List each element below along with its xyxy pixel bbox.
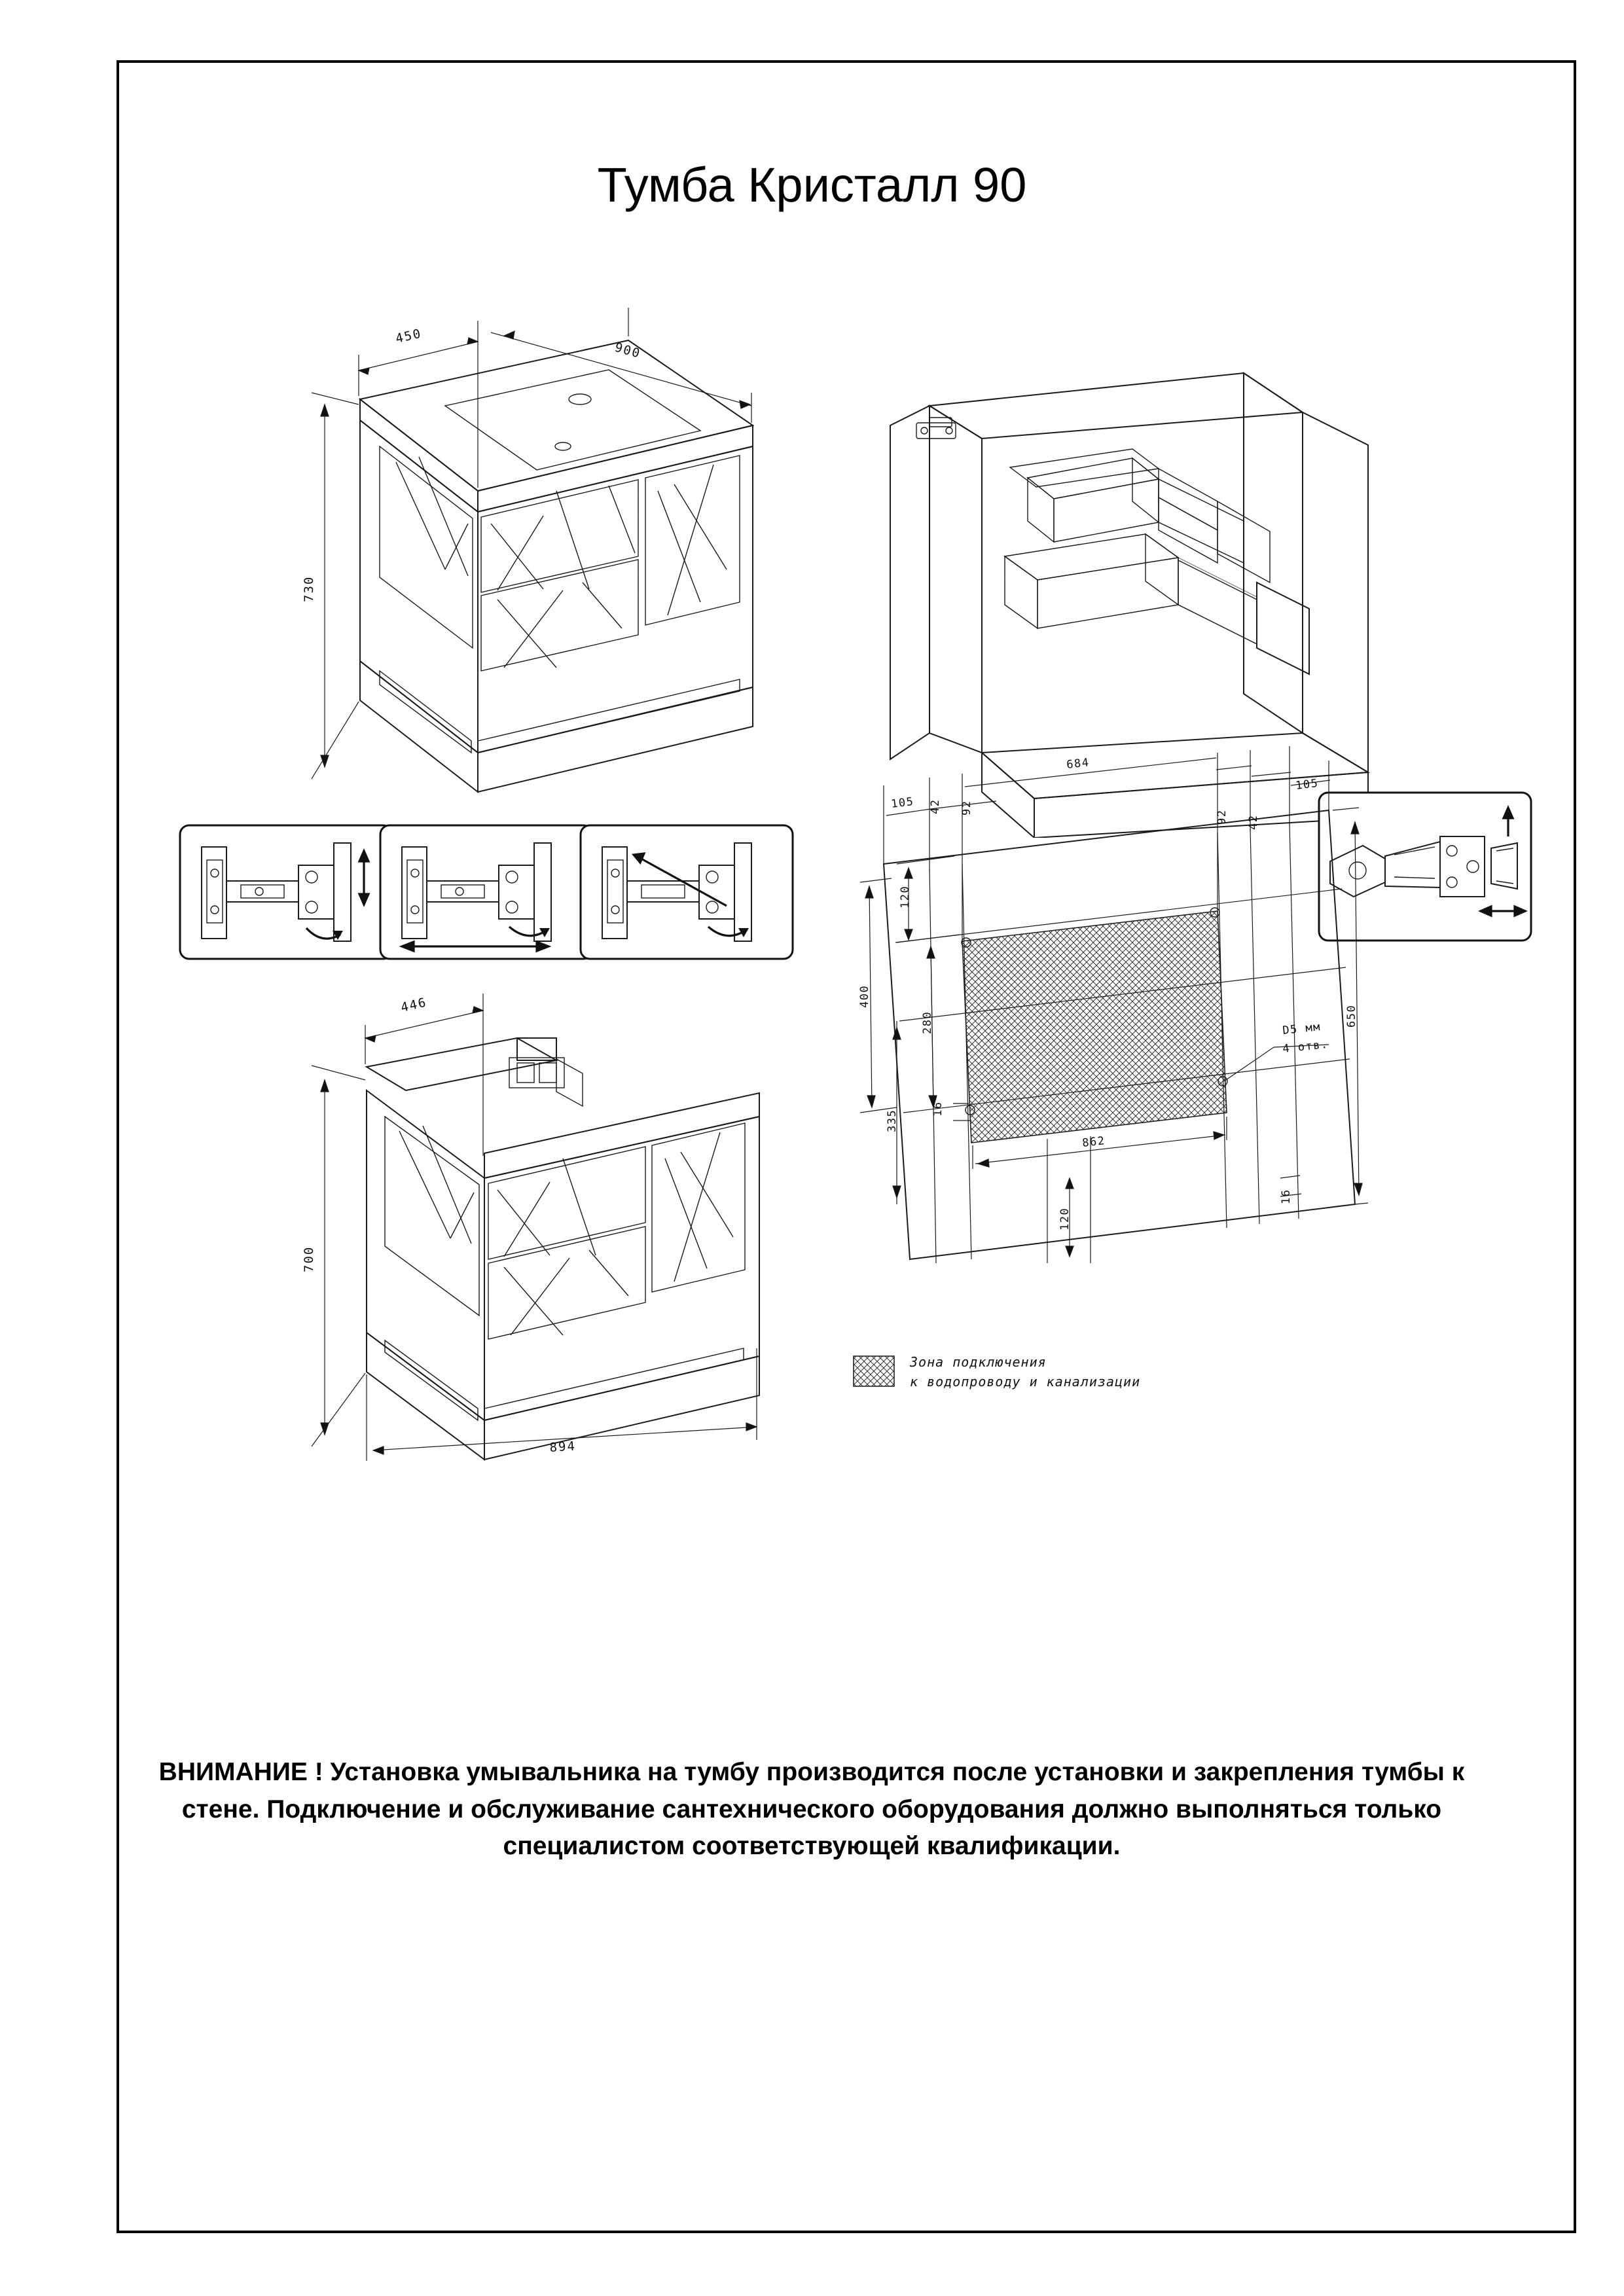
dim-width-894: 894: [549, 1439, 577, 1455]
dim-16-right: 16: [1280, 1189, 1293, 1204]
dim-42-right: 42: [1247, 814, 1260, 830]
view-wall-plan: [831, 746, 1375, 1414]
dim-105-right: 105: [1295, 776, 1320, 793]
dim-height-730: 730: [302, 575, 316, 602]
view-front-isometric: [281, 295, 871, 818]
dim-42-left: 42: [929, 798, 942, 814]
dim-335: 335: [886, 1109, 899, 1132]
page-title: Тумба Кристалл 90: [597, 158, 1027, 212]
hinge-step-1: [178, 823, 394, 961]
dim-92-right: 92: [1216, 809, 1229, 825]
legend-connection-zone: [851, 1342, 1257, 1401]
legend-line-2: к водопроводу и канализации: [910, 1374, 1141, 1390]
hinge-step-2: [378, 823, 594, 961]
hole-note-line1: D5 мм: [1282, 1020, 1322, 1037]
hinge-step-3: [579, 823, 795, 961]
dim-862: 862: [1081, 1134, 1106, 1150]
hole-note-line2: 4 отв.: [1282, 1037, 1329, 1056]
dim-120-bottom: 120: [1058, 1207, 1072, 1230]
dim-120-left: 120: [899, 885, 912, 908]
dim-105-left: 105: [890, 795, 915, 811]
warning-text: ВНИМАНИЕ ! Установка умывальника на тумбу производится после установки и закрепления тумбы к стене. Подключение и обслуживание сантехнического оборудования должно выполняться только специалистом соответствующей квалификации.: [158, 1758, 1465, 1861]
dim-400: 400: [858, 984, 871, 1008]
dim-280: 280: [921, 1011, 934, 1034]
view-cabinet-isometric: [275, 982, 864, 1466]
dim-width-900: 900: [613, 340, 643, 361]
legend-line-1: Зона подключения: [910, 1354, 1047, 1370]
dim-depth-450: 450: [394, 326, 424, 346]
dim-height-700: 700: [302, 1246, 316, 1272]
dim-650: 650: [1345, 1004, 1358, 1028]
dim-92-left: 92: [960, 800, 973, 816]
dim-684: 684: [1066, 756, 1091, 772]
dim-depth-446: 446: [399, 995, 429, 1015]
dim-16-left: 16: [931, 1101, 945, 1117]
